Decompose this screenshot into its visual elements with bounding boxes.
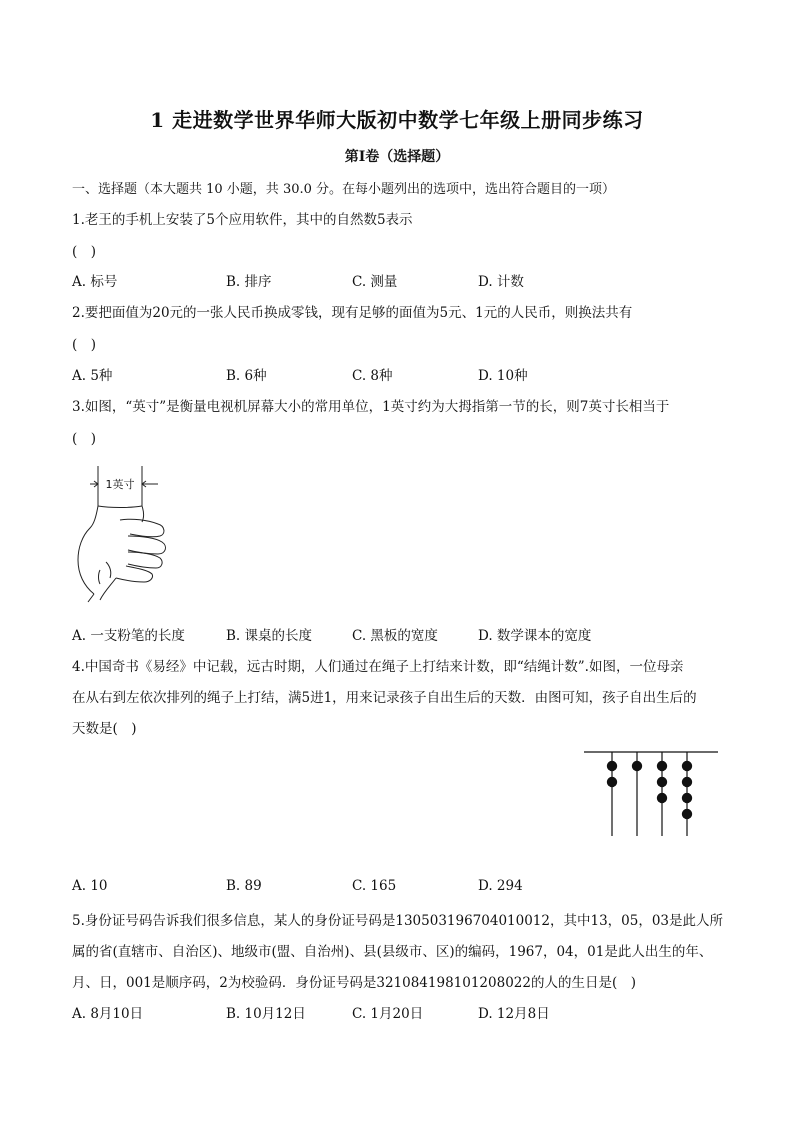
knot-4-2 xyxy=(682,777,692,787)
knot-3-1 xyxy=(657,761,667,771)
question-5-option-d: D. 12月8日 xyxy=(478,1006,550,1022)
inch-label: 1英寸 xyxy=(105,478,135,491)
hand-outline xyxy=(78,506,98,594)
question-1-option-a: A. 标号 xyxy=(72,274,118,290)
question-2-stem: 2.要把面值为20元的一张人民币换成零钱，现有足够的面值为5元、1元的人民币，则换法共有 xyxy=(72,305,633,321)
knot-4-1 xyxy=(682,761,692,771)
question-2-option-a: A. 5种 xyxy=(72,368,113,384)
question-3-option-a: A. 一支粉笔的长度 xyxy=(72,628,185,644)
question-1-option-b: B. 排序 xyxy=(226,274,272,290)
knot-counting-figure xyxy=(580,748,722,840)
question-5-stem-line-2: 属的省(直辖市、自治区)、地级市(盟、自治州)、县(县级市、区)的编码，1967，04，01是此人出生的年、 xyxy=(72,944,713,960)
knot-4-4 xyxy=(682,809,692,819)
question-1-option-c: C. 测量 xyxy=(352,274,398,290)
question-4-option-d: D. 294 xyxy=(478,878,523,894)
knot-1-1 xyxy=(607,761,617,771)
question-3-blank: ( ) xyxy=(72,431,97,447)
question-3-option-c: C. 黑板的宽度 xyxy=(352,628,438,644)
question-2-option-c: C. 8种 xyxy=(352,368,393,384)
question-1-blank: ( ) xyxy=(72,244,97,260)
thumb-inch-figure xyxy=(70,462,180,604)
question-4-stem-line-3: 天数是( ) xyxy=(72,721,137,737)
knot-2-1 xyxy=(632,761,642,771)
section-subtitle: 第Ⅰ卷（选择题） xyxy=(344,149,450,165)
question-4-option-c: C. 165 xyxy=(352,878,397,894)
question-1-option-d: D. 计数 xyxy=(478,274,524,290)
knot-3-2 xyxy=(657,777,667,787)
question-4-option-a: A. 10 xyxy=(72,878,108,894)
question-3-option-b: B. 课桌的长度 xyxy=(226,628,313,644)
question-2-blank: ( ) xyxy=(72,337,97,353)
question-3-stem: 3.如图，“英寸”是衡量电视机屏幕大小的常用单位，1英寸约为大拇指第一节的长，则7英寸长相当于 xyxy=(72,399,670,415)
knot-1-2 xyxy=(607,777,617,787)
question-2-option-b: B. 6种 xyxy=(226,368,267,384)
knot-4-3 xyxy=(682,793,692,803)
question-4-stem-line-1: 4.中国奇书《易经》中记载，远古时期，人们通过在绳子上打结来计数，即“结绳计数”.如图，一位母亲 xyxy=(72,659,684,675)
question-3-option-d: D. 数学课本的宽度 xyxy=(478,628,592,644)
question-2-option-d: D. 10种 xyxy=(478,368,528,384)
knot-3-3 xyxy=(657,793,667,803)
question-5-stem-line-3: 月、日，001是顺序码，2为校验码．身份证号码是321084198101208022的人的生日是( ) xyxy=(72,975,636,991)
question-1-stem: 1.老王的手机上安装了5个应用软件，其中的自然数5表示 xyxy=(72,212,413,228)
question-5-option-a: A. 8月10日 xyxy=(72,1006,144,1022)
document-title: 1 走进数学世界华师大版初中数学七年级上册同步练习 xyxy=(150,108,644,132)
question-5-option-c: C. 1月20日 xyxy=(352,1006,424,1022)
question-5-stem-line-1: 5.身份证号码告诉我们很多信息，某人的身份证号码是130503196704010012，其中13，05，03是此人所 xyxy=(72,913,724,929)
question-4-stem-line-2: 在从右到左依次排列的绳子上打结，满5进1，用来记录孩子自出生后的天数．由图可知，孩子自出生后的 xyxy=(72,690,697,706)
section-heading: 一、选择题（本大题共 10 小题，共 30.0 分。在每小题列出的选项中，选出符合题目的一项） xyxy=(72,182,616,197)
question-4-option-b: B. 89 xyxy=(226,878,262,894)
question-5-option-b: B. 10月12日 xyxy=(226,1006,306,1022)
